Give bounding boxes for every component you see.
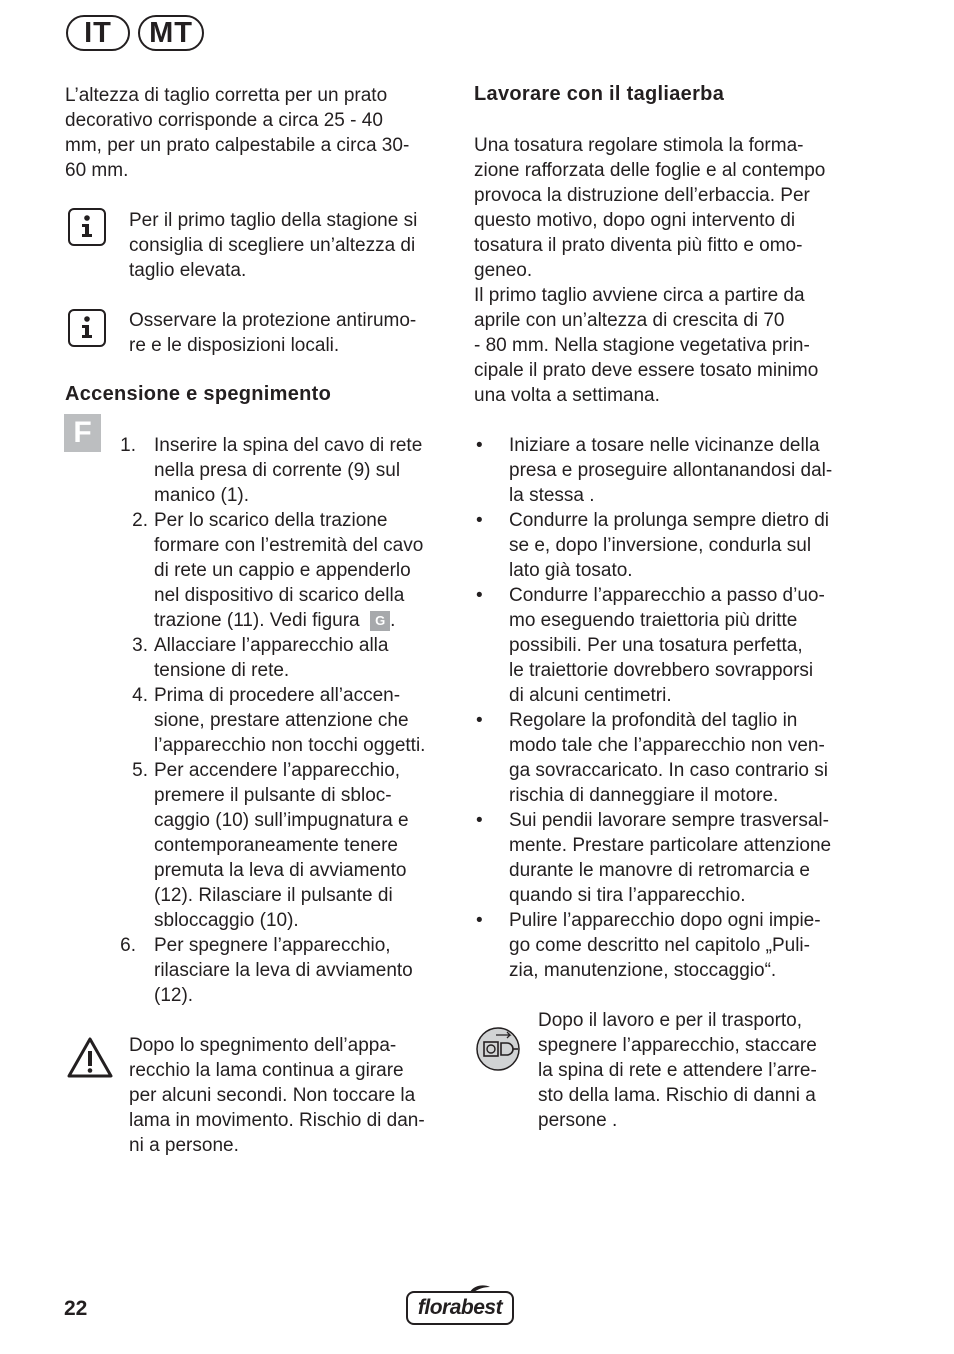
section-title-switching: Accensione e spegnimento: [65, 383, 332, 405]
unplug-note: Dopo il lavoro e per il trasporto, spegnere l’apparecchio, staccare la spina di rete e attendere l’arre- sto della lama. Rischio di danni a persone .: [538, 1010, 817, 1131]
brand-logo: [404, 1283, 516, 1327]
section-title-mowing: Lavorare con il tagliaerba: [474, 83, 725, 105]
warning-icon: [66, 1036, 114, 1080]
info-icon: [68, 208, 106, 246]
lang-badge-it: IT: [66, 15, 130, 51]
unplug-icon: [474, 1026, 522, 1072]
figure-ref-g: G: [370, 611, 390, 631]
warning-note: Dopo lo spegnimento dell’appa- recchio la lama continua a girare per alcuni secondi. Non toccare la lama in movimento. Rischio di dan- ni a persone.: [129, 1035, 425, 1156]
intro-paragraph: L’altezza di taglio corretta per un prato decorativo corrisponde a circa 25 - 40 mm, per un prato calpestabile a circa 30- 60 mm.: [65, 85, 410, 181]
info-note-2: Osservare la protezione antirumo- re e le disposizioni locali.: [129, 310, 417, 356]
figure-label-f: F: [64, 414, 101, 452]
lang-badge-mt: MT: [138, 15, 204, 51]
brand-logo-text: florabest: [417, 1296, 503, 1319]
page-number: 22: [64, 1297, 88, 1320]
mowing-paragraph: Una tosatura regolare stimola la forma- zione rafforzata delle foglie e al contempo provoca la distruzione dell’erbaccia. Per questo motivo, dopo ogni intervento di tosatura il prato diventa più fitto e omo- geneo. Il primo taglio avviene circa a partire da aprile con un’altezza di crescita di 70 - 80 mm. Nella stagione vegetativa prin- cipale il prato deve essere tosato minimo una volta a settimana.: [474, 135, 826, 406]
info-icon: [68, 309, 106, 347]
info-note-1: Per il primo taglio della stagione si consiglia di scegliere un’altezza di taglio elevata.: [129, 210, 418, 281]
